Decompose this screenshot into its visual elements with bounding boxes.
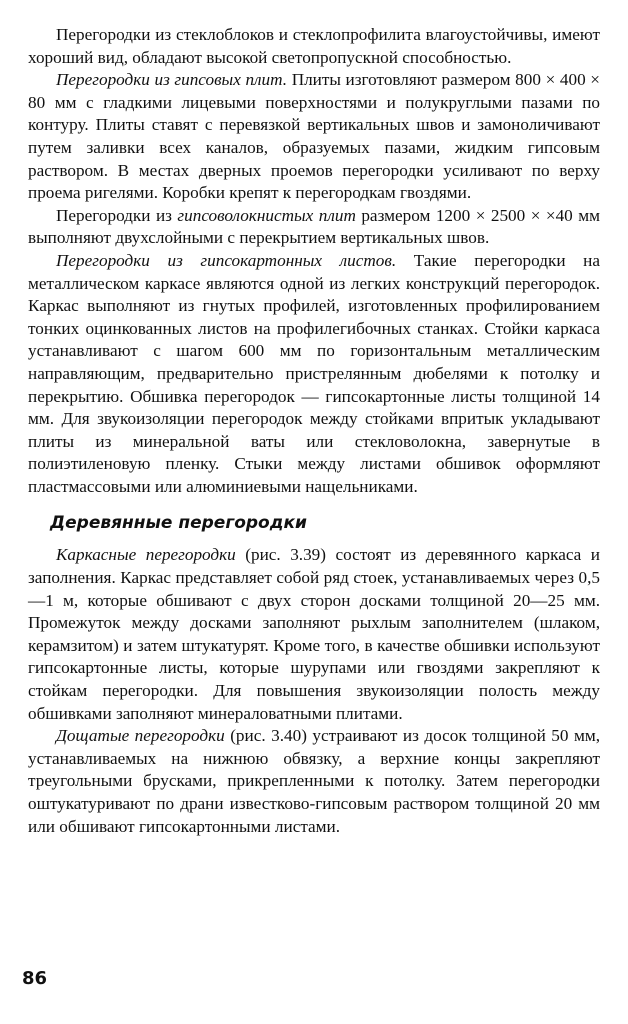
paragraph-text: (рис. 3.40) устраивают из досок толщиной 50 мм, устанавливаемых на нижнюю обвязку, а верхние концы закрепляют треугольными брусками, прикрепленными к потолку. Затем перегородки оштукатуривают по драни известково-гипсовым раствором толщиной 20 мм или обшивают гипсокартонными листами. [28,726,600,836]
paragraph-plasterboard-partitions [28,250,600,499]
paragraph-plank-partitions [28,725,600,838]
paragraph-frame-partitions [28,544,600,725]
section-heading: Деревянные перегородки [50,513,307,534]
paragraph-gypsum-slab-partitions [28,69,600,205]
paragraph-lead: Перегородки из гипсовых плит. [56,70,288,90]
paragraph-text: Такие перегородки на металлическом каркасе являются одной из легких конструкций перегородок. Каркас выполняют из гнутых профилей, изготовленных профилированием тонких оцинкованных листов на профилегибочных станках. Стойки каркаса устанавливают с шагом 600 мм по горизонтальным металлическим направляющим, предварительно пристрелянным дюбелями к потолку и перекрытию. Обшивка перегородок — гипсокартонные листы толщиной 14 мм. Для звукоизоляции перегородок между стойками впритык укладывают плиты из минеральной ваты или стекловолокна, завернутые в полиэтиленовую пленку. Стыки между листами обшивок оформляют пластмассовыми или алюминиевыми нащельниками. [28,250,601,496]
paragraph-text: Перегородки из стеклоблоков и стеклопрофилита влагоустойчивы, имеют хороший вид, обладают высокой светопропускной способностью. [28,25,600,67]
paragraph-lead: Перегородки из гипсокартонных листов. [56,250,397,270]
paragraph-text: (рис. 3.39) состоят из деревянного каркаса и заполнения. Каркас представляет собой ряд стоек, устанавливаемых через 0,5—1 м, которые обшивают с двух сторон досками толщиной 20—25 мм. Промежуток между досками заполняют рыхлым заполнителем (шлаком, керамзитом) и затем штукатурят. Кроме того, в качестве обшивки используют гипсокартонные листы, которые шурупами или гвоздями закрепляют к стойкам перегородки. Для повышения звукоизоляции полость между обшивками заполняют минераловатными плитами. [28,545,600,723]
paragraph-text-before: Перегородки из [56,205,178,225]
paragraph-lead: Каркасные перегородки [56,545,236,565]
paragraph-italic-term: гипсоволокнистых плит [177,205,356,225]
page-number: 86 [22,968,48,989]
paragraph-lead: Дощатые перегородки [56,726,225,746]
paragraph-text: Плиты изготовляют размером 800 × 400 × 80 мм с гладкими лицевыми поверхностями и полукруглыми пазами по контуру. Плиты ставят с перевязкой вертикальных швов и замоноличивают путем заливки всех каналов, образуемых пазами, жидким гипсовым раствором. В местах дверных проемов перегородки усиливают по верху проема ригелями. Коробки крепят к перегородкам гвоздями. [28,70,601,203]
paragraph-text-after: размером 1200 × 2500 × ×40 мм выполняют двухслойными с перекрытием вертикальных швов. [28,205,601,248]
paragraph-gypsum-fiber-partitions [28,205,600,250]
paragraph-glass-block-partitions [28,24,600,69]
page-body [28,24,600,838]
